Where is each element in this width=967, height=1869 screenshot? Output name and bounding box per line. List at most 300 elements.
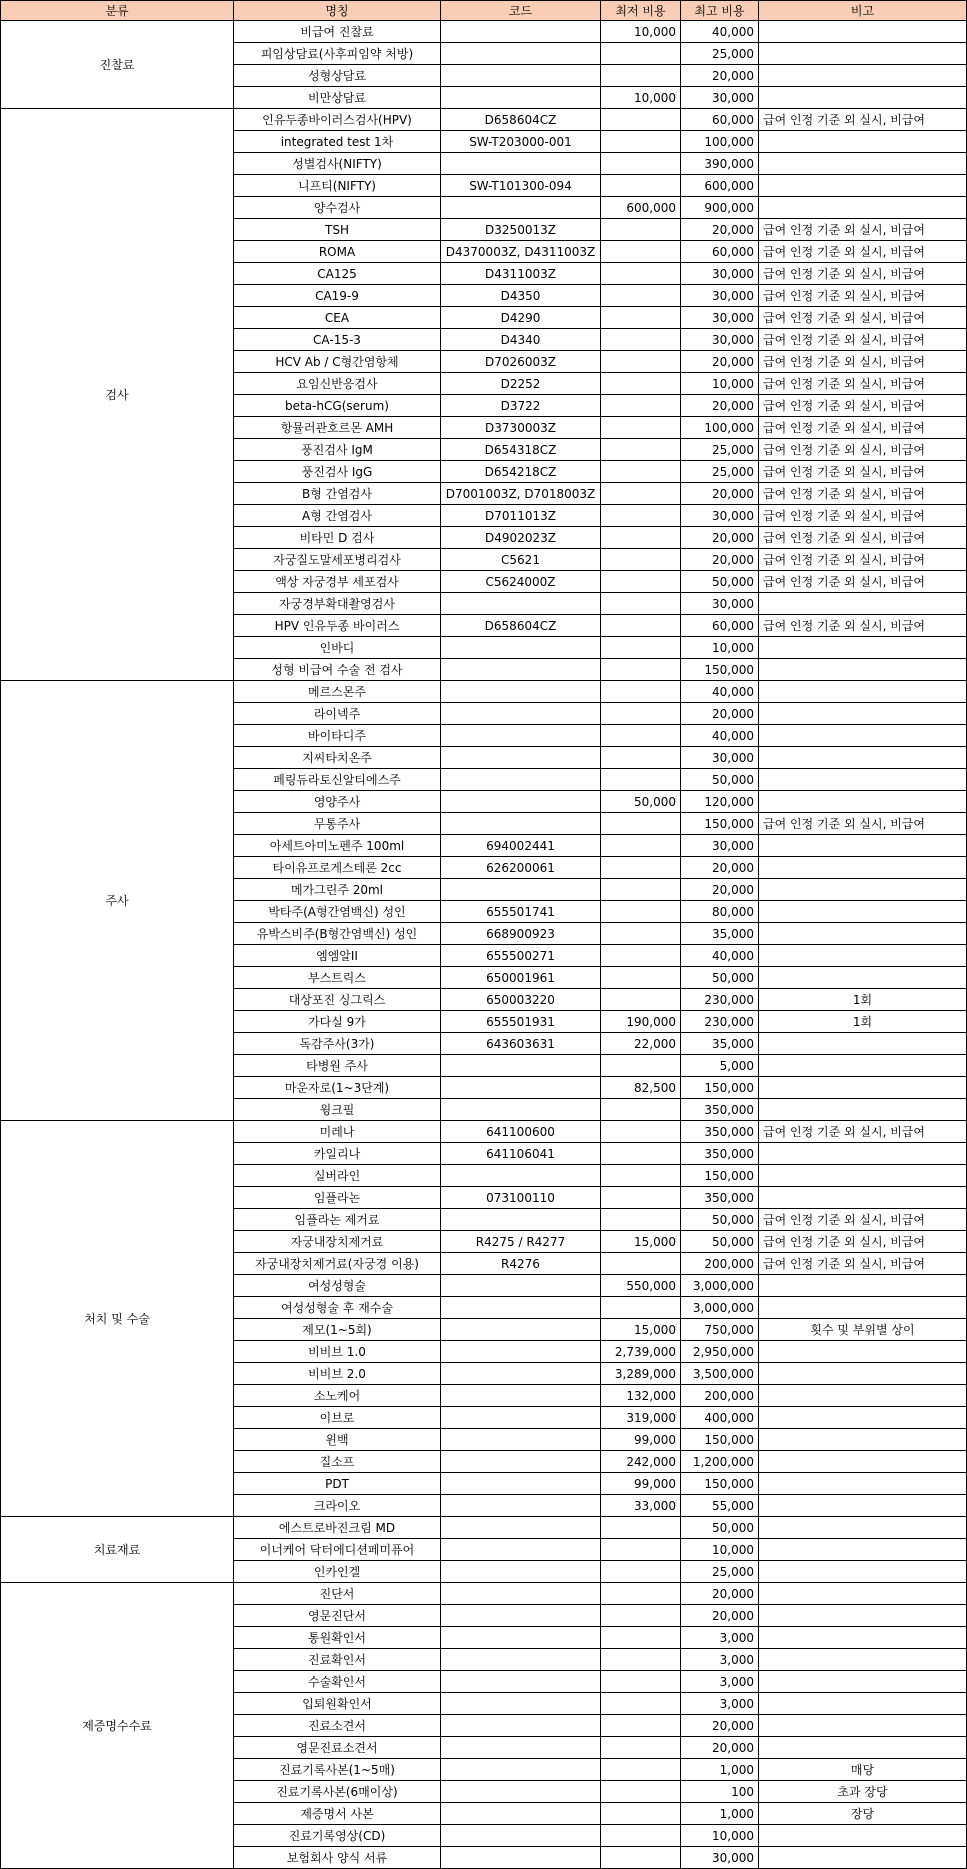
item-code: [441, 791, 601, 813]
item-name: 지씨타치온주: [234, 747, 441, 769]
item-name: 페링듀라토신알티에스주: [234, 769, 441, 791]
item-name: 풍진검사 IgG: [234, 461, 441, 483]
max-cost: 3,000,000: [681, 1275, 759, 1297]
item-code: [441, 1495, 601, 1517]
min-cost: [601, 813, 681, 835]
item-code: D4350: [441, 285, 601, 307]
min-cost: [601, 1165, 681, 1187]
item-name: 통원확인서: [234, 1627, 441, 1649]
item-name: 비타민 D 검사: [234, 527, 441, 549]
category-cell: 진찰료: [1, 21, 234, 109]
item-code: [441, 1319, 601, 1341]
note: 횟수 및 부위별 상이: [759, 1319, 967, 1341]
max-cost: 230,000: [681, 989, 759, 1011]
min-cost: [601, 417, 681, 439]
item-name: 진단서: [234, 1583, 441, 1605]
item-name: integrated test 1차: [234, 131, 441, 153]
item-code: [441, 681, 601, 703]
max-cost: 30,000: [681, 747, 759, 769]
max-cost: 20,000: [681, 395, 759, 417]
item-code: [441, 1341, 601, 1363]
note: [759, 1847, 967, 1869]
note: 급여 인정 기준 외 실시, 비급여: [759, 351, 967, 373]
max-cost: 50,000: [681, 1517, 759, 1539]
item-code: [441, 1539, 601, 1561]
note: 1회: [759, 1011, 967, 1033]
item-code: [441, 1627, 601, 1649]
max-cost: 200,000: [681, 1385, 759, 1407]
item-name: 라이넥주: [234, 703, 441, 725]
item-name: 인바디: [234, 637, 441, 659]
note: [759, 1077, 967, 1099]
item-code: R4276: [441, 1253, 601, 1275]
max-cost: 900,000: [681, 197, 759, 219]
min-cost: [601, 1825, 681, 1847]
item-code: [441, 1473, 601, 1495]
max-cost: 600,000: [681, 175, 759, 197]
note: 급여 인정 기준 외 실시, 비급여: [759, 373, 967, 395]
min-cost: [601, 307, 681, 329]
table-row: [1, 1517, 967, 1539]
max-cost: 150,000: [681, 1165, 759, 1187]
item-name: 임플라논 제거료: [234, 1209, 441, 1231]
max-cost: 40,000: [681, 681, 759, 703]
header-category: 분류: [1, 1, 234, 21]
note: [759, 659, 967, 681]
item-code: [441, 769, 601, 791]
min-cost: [601, 65, 681, 87]
note: [759, 197, 967, 219]
max-cost: 35,000: [681, 923, 759, 945]
max-cost: 100,000: [681, 131, 759, 153]
item-code: 641100600: [441, 1121, 601, 1143]
item-name: 성별검사(NIFTY): [234, 153, 441, 175]
item-name: 타이유프로게스테론 2cc: [234, 857, 441, 879]
min-cost: [601, 1517, 681, 1539]
min-cost: [601, 1187, 681, 1209]
note: 급여 인정 기준 외 실시, 비급여: [759, 483, 967, 505]
max-cost: 25,000: [681, 1561, 759, 1583]
min-cost: [601, 439, 681, 461]
min-cost: 10,000: [601, 87, 681, 109]
header-code: 코드: [441, 1, 601, 21]
note: [759, 1649, 967, 1671]
note: 급여 인정 기준 외 실시, 비급여: [759, 439, 967, 461]
item-code: D658604CZ: [441, 109, 601, 131]
min-cost: [601, 395, 681, 417]
item-name: 진료기록영상(CD): [234, 1825, 441, 1847]
item-code: [441, 813, 601, 835]
min-cost: 319,000: [601, 1407, 681, 1429]
min-cost: [601, 1583, 681, 1605]
note: [759, 87, 967, 109]
item-name: ROMA: [234, 241, 441, 263]
table-header: [1, 1, 967, 21]
header-name: 명칭: [234, 1, 441, 21]
max-cost: 750,000: [681, 1319, 759, 1341]
min-cost: 10,000: [601, 21, 681, 43]
min-cost: 15,000: [601, 1231, 681, 1253]
min-cost: [601, 505, 681, 527]
item-name: 독감주사(3가): [234, 1033, 441, 1055]
note: 급여 인정 기준 외 실시, 비급여: [759, 505, 967, 527]
max-cost: 20,000: [681, 703, 759, 725]
max-cost: 25,000: [681, 461, 759, 483]
min-cost: [601, 549, 681, 571]
min-cost: [601, 109, 681, 131]
item-name: 자궁내장치제거료(자궁경 이용): [234, 1253, 441, 1275]
min-cost: [601, 1099, 681, 1121]
max-cost: 100: [681, 1781, 759, 1803]
header-note: 비고: [759, 1, 967, 21]
note: [759, 1451, 967, 1473]
max-cost: 2,950,000: [681, 1341, 759, 1363]
note: 급여 인정 기준 외 실시, 비급여: [759, 417, 967, 439]
item-name: 진료기록사본(6매이상): [234, 1781, 441, 1803]
max-cost: 150,000: [681, 1429, 759, 1451]
note: [759, 1715, 967, 1737]
item-code: [441, 1099, 601, 1121]
item-code: [441, 1847, 601, 1869]
item-name: 에스트로바진크림 MD: [234, 1517, 441, 1539]
item-code: D3722: [441, 395, 601, 417]
item-name: CA125: [234, 263, 441, 285]
note: [759, 43, 967, 65]
min-cost: [601, 1209, 681, 1231]
note: [759, 593, 967, 615]
item-code: [441, 1517, 601, 1539]
note: [759, 1539, 967, 1561]
min-cost: [601, 1693, 681, 1715]
min-cost: [601, 1297, 681, 1319]
item-code: [441, 1165, 601, 1187]
max-cost: 30,000: [681, 307, 759, 329]
item-name: 바이타디주: [234, 725, 441, 747]
min-cost: [601, 285, 681, 307]
note: [759, 967, 967, 989]
max-cost: 40,000: [681, 945, 759, 967]
item-code: D4370003Z, D4311003Z: [441, 241, 601, 263]
min-cost: [601, 1143, 681, 1165]
max-cost: 3,500,000: [681, 1363, 759, 1385]
note: [759, 1517, 967, 1539]
note: 급여 인정 기준 외 실시, 비급여: [759, 461, 967, 483]
min-cost: [601, 329, 681, 351]
max-cost: 50,000: [681, 1231, 759, 1253]
min-cost: [601, 659, 681, 681]
note: [759, 1275, 967, 1297]
item-name: 여성성형술: [234, 1275, 441, 1297]
item-name: 영양주사: [234, 791, 441, 813]
max-cost: 350,000: [681, 1099, 759, 1121]
max-cost: 30,000: [681, 835, 759, 857]
note: [759, 1495, 967, 1517]
max-cost: 20,000: [681, 879, 759, 901]
item-name: 영문진단서: [234, 1605, 441, 1627]
note: [759, 857, 967, 879]
min-cost: 33,000: [601, 1495, 681, 1517]
item-name: 진료기록사본(1~5매): [234, 1759, 441, 1781]
min-cost: [601, 1121, 681, 1143]
note: [759, 1341, 967, 1363]
note: [759, 791, 967, 813]
min-cost: [601, 131, 681, 153]
max-cost: 10,000: [681, 373, 759, 395]
max-cost: 1,000: [681, 1759, 759, 1781]
max-cost: 20,000: [681, 527, 759, 549]
max-cost: 3,000: [681, 1649, 759, 1671]
item-code: [441, 153, 601, 175]
item-code: [441, 1671, 601, 1693]
max-cost: 230,000: [681, 1011, 759, 1033]
item-name: CA19-9: [234, 285, 441, 307]
item-name: 윙크필: [234, 1099, 441, 1121]
item-code: [441, 1715, 601, 1737]
max-cost: 100,000: [681, 417, 759, 439]
item-name: 카일리나: [234, 1143, 441, 1165]
min-cost: [601, 1737, 681, 1759]
note: 1회: [759, 989, 967, 1011]
min-cost: [601, 747, 681, 769]
note: 급여 인정 기준 외 실시, 비급여: [759, 395, 967, 417]
item-name: 질소프: [234, 1451, 441, 1473]
min-cost: [601, 351, 681, 373]
item-name: 대상포진 싱그릭스: [234, 989, 441, 1011]
note: 급여 인정 기준 외 실시, 비급여: [759, 307, 967, 329]
min-cost: [601, 593, 681, 615]
item-name: A형 간염검사: [234, 505, 441, 527]
max-cost: 40,000: [681, 725, 759, 747]
min-cost: [601, 373, 681, 395]
item-code: SW-T101300-094: [441, 175, 601, 197]
item-code: SW-T203000-001: [441, 131, 601, 153]
item-code: [441, 725, 601, 747]
item-code: C5624000Z: [441, 571, 601, 593]
max-cost: 20,000: [681, 549, 759, 571]
item-code: [441, 1693, 601, 1715]
max-cost: 150,000: [681, 1473, 759, 1495]
max-cost: 3,000: [681, 1671, 759, 1693]
item-code: D3250013Z: [441, 219, 601, 241]
note: 매당: [759, 1759, 967, 1781]
max-cost: 20,000: [681, 351, 759, 373]
item-name: 비급여 진찰료: [234, 21, 441, 43]
item-code: [441, 1781, 601, 1803]
item-code: [441, 1649, 601, 1671]
max-cost: 35,000: [681, 1033, 759, 1055]
item-name: 부스트릭스: [234, 967, 441, 989]
table-body: [1, 21, 967, 1869]
item-code: [441, 1451, 601, 1473]
min-cost: [601, 1715, 681, 1737]
note: 급여 인정 기준 외 실시, 비급여: [759, 329, 967, 351]
max-cost: 3,000: [681, 1627, 759, 1649]
item-name: 제증명서 사본: [234, 1803, 441, 1825]
note: [759, 1737, 967, 1759]
max-cost: 55,000: [681, 1495, 759, 1517]
min-cost: [601, 901, 681, 923]
header-min-cost: 최저 비용: [601, 1, 681, 21]
note: [759, 1627, 967, 1649]
item-name: 유박스비주(B형간염백신) 성인: [234, 923, 441, 945]
item-code: 655501741: [441, 901, 601, 923]
min-cost: [601, 1671, 681, 1693]
item-code: [441, 1825, 601, 1847]
item-name: 엠엠알II: [234, 945, 441, 967]
min-cost: [601, 461, 681, 483]
min-cost: [601, 1605, 681, 1627]
item-code: [441, 1209, 601, 1231]
note: [759, 923, 967, 945]
note: [759, 65, 967, 87]
min-cost: [601, 769, 681, 791]
note: 급여 인정 기준 외 실시, 비급여: [759, 813, 967, 835]
note: [759, 1407, 967, 1429]
table-row: [1, 21, 967, 43]
note: [759, 637, 967, 659]
max-cost: 20,000: [681, 1715, 759, 1737]
item-code: 650003220: [441, 989, 601, 1011]
item-code: D3730003Z: [441, 417, 601, 439]
max-cost: 80,000: [681, 901, 759, 923]
item-name: 가다실 9가: [234, 1011, 441, 1033]
min-cost: [601, 1055, 681, 1077]
max-cost: 50,000: [681, 1209, 759, 1231]
max-cost: 200,000: [681, 1253, 759, 1275]
note: [759, 153, 967, 175]
min-cost: [601, 637, 681, 659]
max-cost: 20,000: [681, 1605, 759, 1627]
item-code: [441, 87, 601, 109]
item-code: D7011013Z: [441, 505, 601, 527]
min-cost: [601, 835, 681, 857]
max-cost: 120,000: [681, 791, 759, 813]
item-code: D4902023Z: [441, 527, 601, 549]
min-cost: [601, 923, 681, 945]
category-cell: 치료재료: [1, 1517, 234, 1583]
note: [759, 1473, 967, 1495]
note: 급여 인정 기준 외 실시, 비급여: [759, 219, 967, 241]
note: 급여 인정 기준 외 실시, 비급여: [759, 285, 967, 307]
max-cost: 30,000: [681, 593, 759, 615]
category-cell: 검사: [1, 109, 234, 681]
note: [759, 1605, 967, 1627]
item-name: 진료확인서: [234, 1649, 441, 1671]
max-cost: 350,000: [681, 1121, 759, 1143]
item-name: 입퇴원확인서: [234, 1693, 441, 1715]
max-cost: 50,000: [681, 967, 759, 989]
item-name: 윈백: [234, 1429, 441, 1451]
item-name: TSH: [234, 219, 441, 241]
table-row: [1, 1583, 967, 1605]
min-cost: 600,000: [601, 197, 681, 219]
item-name: 영문진료소견서: [234, 1737, 441, 1759]
note: [759, 131, 967, 153]
min-cost: [601, 1781, 681, 1803]
min-cost: 242,000: [601, 1451, 681, 1473]
item-name: 자궁경부확대촬영검사: [234, 593, 441, 615]
note: [759, 1055, 967, 1077]
item-code: D7026003Z: [441, 351, 601, 373]
note: 급여 인정 기준 외 실시, 비급여: [759, 571, 967, 593]
max-cost: 30,000: [681, 263, 759, 285]
item-name: 피임상담료(사후피임약 처방): [234, 43, 441, 65]
item-name: 소노케어: [234, 1385, 441, 1407]
note: [759, 901, 967, 923]
min-cost: [601, 1803, 681, 1825]
item-code: D4290: [441, 307, 601, 329]
item-code: [441, 879, 601, 901]
item-name: 항뮬러관호르몬 AMH: [234, 417, 441, 439]
item-name: beta-hCG(serum): [234, 395, 441, 417]
min-cost: 22,000: [601, 1033, 681, 1055]
note: 급여 인정 기준 외 실시, 비급여: [759, 1121, 967, 1143]
item-name: 자궁내장치제거료: [234, 1231, 441, 1253]
min-cost: 15,000: [601, 1319, 681, 1341]
header-max-cost: 최고 비용: [681, 1, 759, 21]
min-cost: [601, 527, 681, 549]
note: 급여 인정 기준 외 실시, 비급여: [759, 1253, 967, 1275]
item-name: 마운자로(1~3단계): [234, 1077, 441, 1099]
item-code: 655501931: [441, 1011, 601, 1033]
note: [759, 769, 967, 791]
note: [759, 1099, 967, 1121]
note: [759, 1363, 967, 1385]
item-code: [441, 1759, 601, 1781]
note: [759, 1671, 967, 1693]
min-cost: [601, 43, 681, 65]
item-name: 타병원 주사: [234, 1055, 441, 1077]
max-cost: 10,000: [681, 1825, 759, 1847]
min-cost: 550,000: [601, 1275, 681, 1297]
max-cost: 5,000: [681, 1055, 759, 1077]
item-code: [441, 197, 601, 219]
note: [759, 747, 967, 769]
item-name: 비만상담료: [234, 87, 441, 109]
item-name: 양수검사: [234, 197, 441, 219]
item-name: CEA: [234, 307, 441, 329]
item-code: 694002441: [441, 835, 601, 857]
item-code: D654318CZ: [441, 439, 601, 461]
min-cost: [601, 241, 681, 263]
item-name: CA-15-3: [234, 329, 441, 351]
item-code: [441, 1077, 601, 1099]
item-name: 인카인겔: [234, 1561, 441, 1583]
item-name: 무통주사: [234, 813, 441, 835]
item-code: 668900923: [441, 923, 601, 945]
min-cost: [601, 703, 681, 725]
item-code: 655500271: [441, 945, 601, 967]
min-cost: [601, 967, 681, 989]
note: 급여 인정 기준 외 실시, 비급여: [759, 615, 967, 637]
note: [759, 1385, 967, 1407]
min-cost: [601, 483, 681, 505]
item-name: 니프티(NIFTY): [234, 175, 441, 197]
item-name: 메르스몬주: [234, 681, 441, 703]
min-cost: [601, 571, 681, 593]
min-cost: 50,000: [601, 791, 681, 813]
item-name: 임플라논: [234, 1187, 441, 1209]
min-cost: [601, 1539, 681, 1561]
item-name: 비비브 2.0: [234, 1363, 441, 1385]
item-code: [441, 43, 601, 65]
category-cell: 주사: [1, 681, 234, 1121]
item-code: [441, 1737, 601, 1759]
item-code: [441, 1605, 601, 1627]
note: 급여 인정 기준 외 실시, 비급여: [759, 1231, 967, 1253]
item-code: [441, 1275, 601, 1297]
item-name: B형 간염검사: [234, 483, 441, 505]
